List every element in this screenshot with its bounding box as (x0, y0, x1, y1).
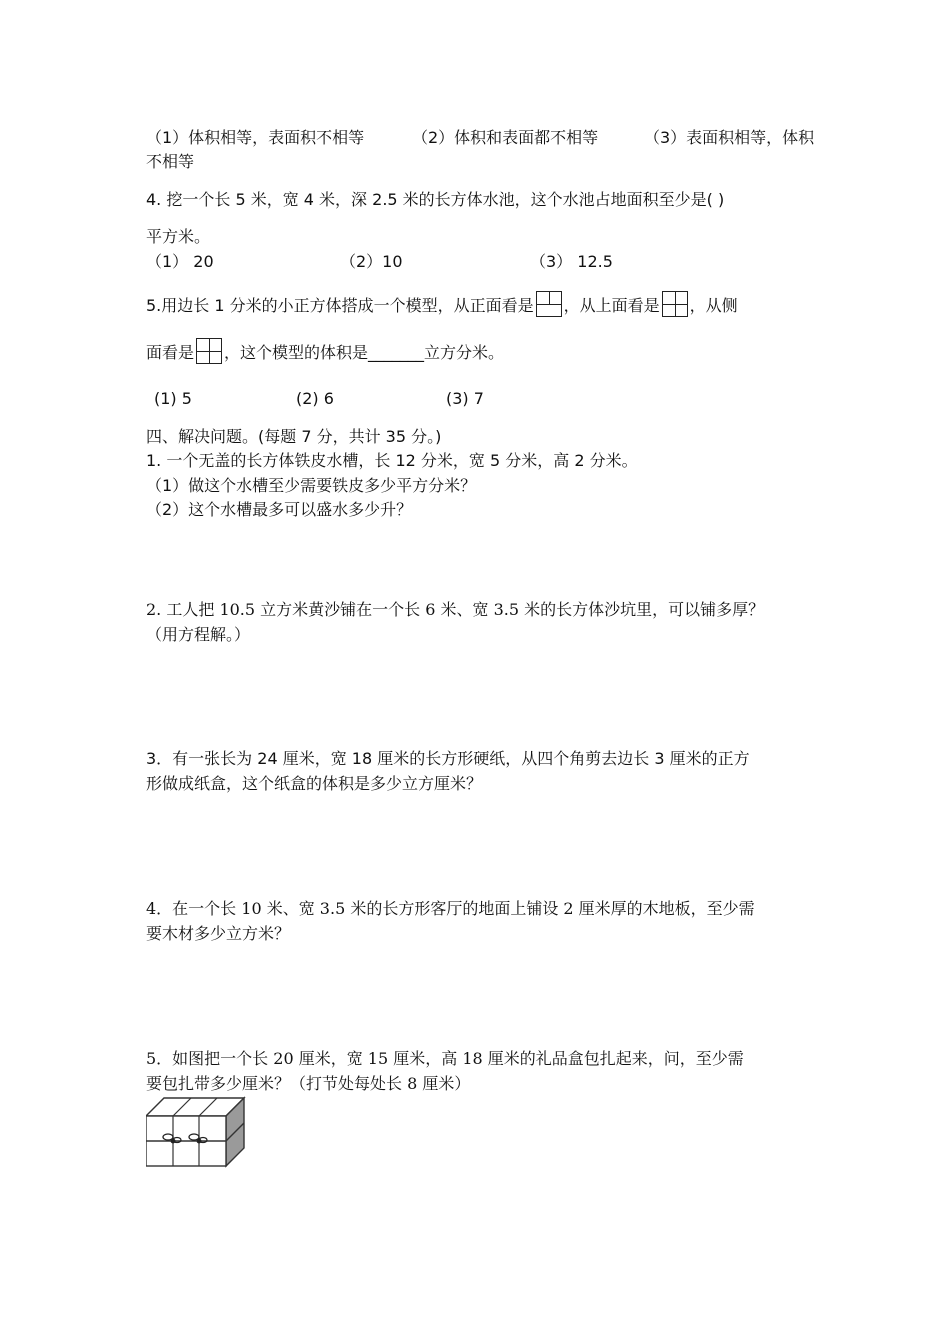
problem-1-part-2: （2）这个水槽最多可以盛水多少升？ (146, 500, 413, 519)
q4-option-1: （1） 20 (146, 252, 214, 271)
section-4-heading: 四、解决问题。(每题 7 分，共计 35 分。) (146, 427, 442, 446)
problem-4-cont: 要木材多少立方米？ (146, 924, 291, 943)
question-4-cont: 平方米。 (146, 227, 211, 246)
q5-text-a: 5.用边长 1 分米的小正方体搭成一个模型，从正面看是 (146, 296, 534, 315)
problem-5: 5．如图把一个长 20 厘米，宽 15 厘米，高 18 厘米的礼品盒包扎起来，问，至少需 (146, 1049, 744, 1068)
gift-box-figure (146, 1096, 246, 1168)
side-view-icon (196, 338, 222, 364)
front-view-icon (536, 291, 562, 317)
question-5-line2 (146, 338, 504, 364)
problem-3: 3．有一张长为 24 厘米，宽 18 厘米的长方形硬纸，从四个角剪去边长 3 厘米的正方 (146, 749, 750, 768)
q4-option-2: （2）10 (340, 252, 403, 271)
option-3-1: （1）体积相等，表面积不相等 (146, 128, 365, 147)
problem-1: 1. 一个无盖的长方体铁皮水槽，长 12 分米，宽 5 分米，高 2 分米。 (146, 451, 638, 470)
problem-4: 4．在一个长 10 米、宽 3.5 米的长方形客厅的地面上铺设 2 厘米厚的木地板，至少需 (146, 899, 755, 918)
problem-3-cont: 形做成纸盒，这个纸盒的体积是多少立方厘米？ (146, 774, 483, 793)
option-3-3: （3）表面积相等，体积 (644, 128, 815, 147)
option-3-3-cont: 不相等 (146, 152, 195, 171)
problem-2-cont: （用方程解。） (146, 625, 251, 644)
problem-1-part-1: （1）做这个水槽至少需要铁皮多少平方分米？ (146, 476, 477, 495)
q5-text-b: ，从上面看是 (563, 296, 660, 315)
problem-2: 2. 工人把 10.5 立方米黄沙铺在一个长 6 米、宽 3.5 米的长方体沙坑里，可以铺多厚？ (146, 600, 765, 619)
q4-option-3: （3） 12.5 (530, 252, 613, 271)
question-5-line1 (146, 291, 738, 317)
q5-option-3: (3) 7 (446, 389, 484, 408)
option-3-2: （2）体积和表面都不相等 (412, 128, 599, 147)
q5-text-c: ，从侧 (689, 296, 738, 315)
q5-text-d: 面看是 (146, 343, 195, 362)
q5-option-2: (2) 6 (296, 389, 334, 408)
question-4: 4. 挖一个长 5 米，宽 4 米，深 2.5 米的长方体水池，这个水池占地面积至少是( ) (146, 190, 725, 209)
problem-5-cont: 要包扎带多少厘米？（打节处每处长 8 厘米） (146, 1074, 471, 1093)
q5-option-1: (1) 5 (154, 389, 192, 408)
top-view-icon (662, 291, 688, 317)
q5-text-e: ，这个模型的体积是_______立方分米。 (224, 343, 505, 362)
